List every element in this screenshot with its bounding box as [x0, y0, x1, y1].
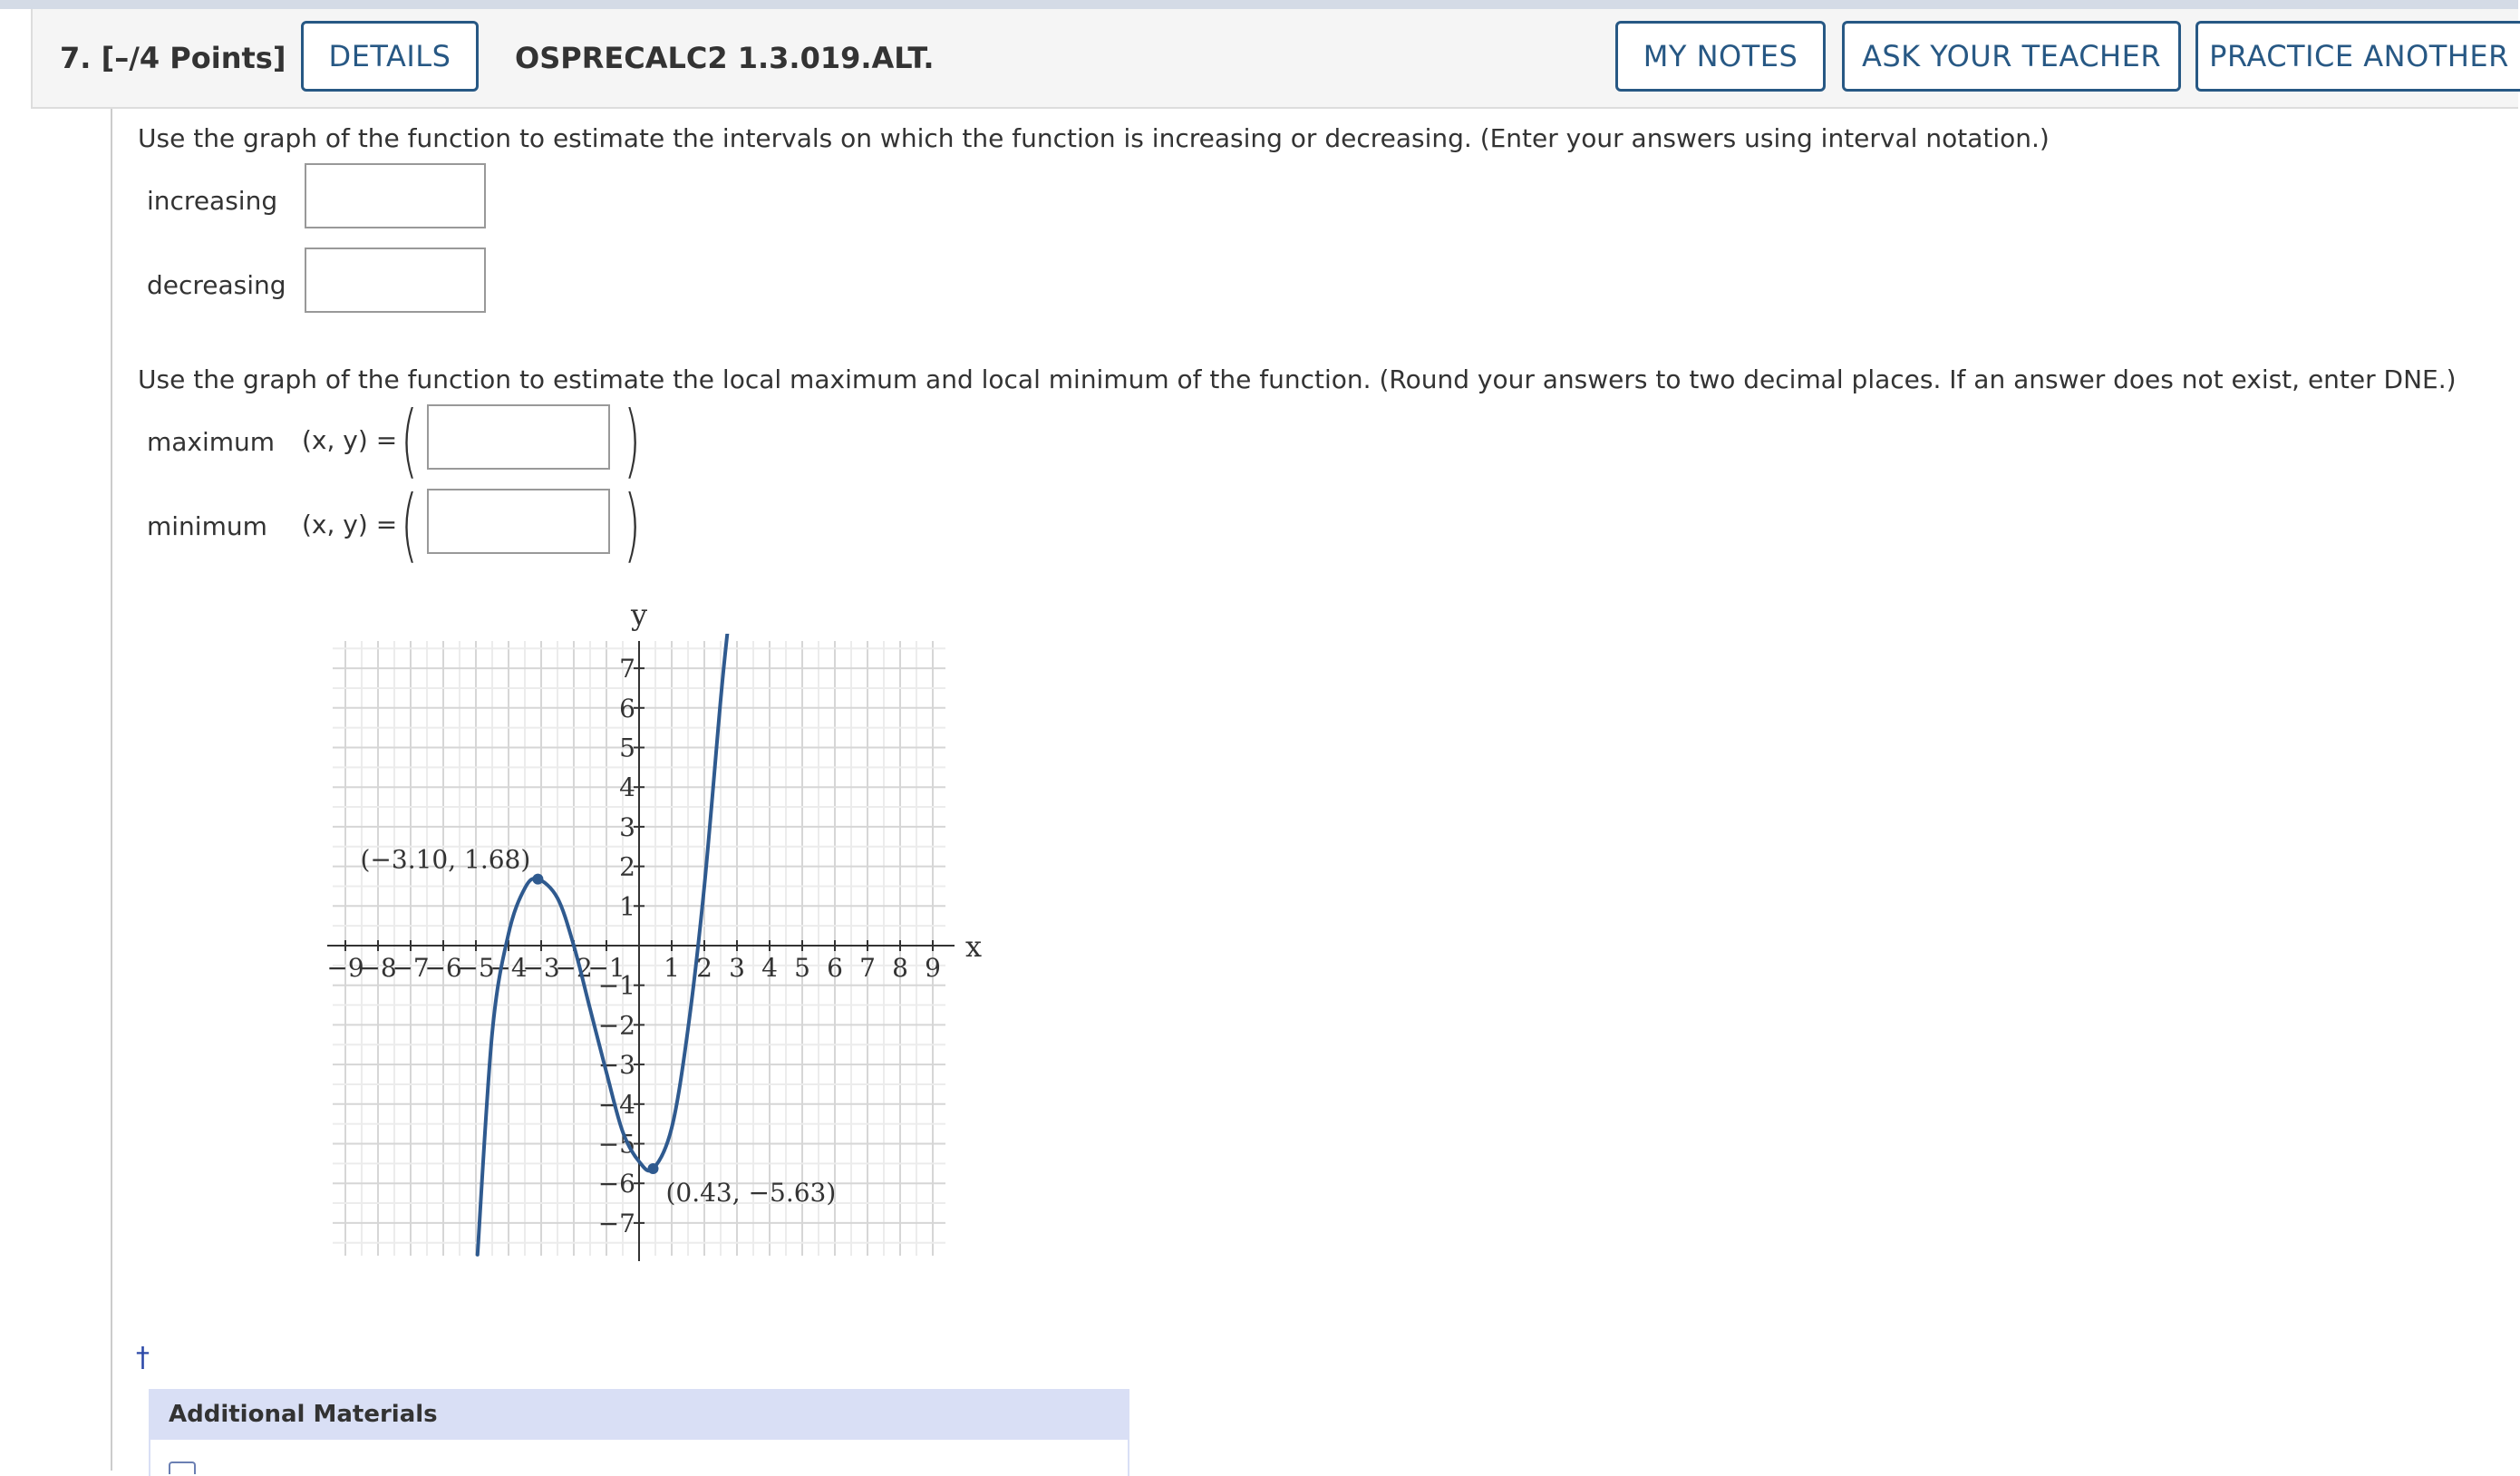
graph-axes	[327, 641, 955, 1261]
function-graph	[308, 589, 983, 1278]
my-notes-button[interactable]: MY NOTES	[1615, 21, 1826, 92]
y-tick-label: −4	[597, 1089, 635, 1120]
question-number: 7. [–/4 Points]	[60, 41, 286, 75]
minimum-label: minimum	[147, 511, 267, 541]
local-max-label: (−3.10, 1.68)	[360, 844, 531, 875]
extremum-point	[532, 874, 543, 885]
part2-prompt: Use the graph of the function to estimate the local maximum and local minimum of the function. (Round your answers to two decimal places. If an answer does not exist, enter DNE.)	[138, 364, 2457, 394]
x-tick-label: −3	[522, 953, 560, 983]
x-tick-label: −6	[424, 953, 462, 983]
x-tick-label: −9	[326, 953, 364, 983]
minimum-close-paren: )	[624, 478, 641, 571]
footnote-dagger: †	[136, 1342, 150, 1374]
maximum-input[interactable]	[427, 404, 610, 470]
y-tick-label: 1	[619, 891, 635, 922]
y-tick-label: −5	[597, 1129, 635, 1160]
x-tick-label: 1	[664, 953, 680, 983]
function-curve	[478, 628, 728, 1254]
x-tick-label: −2	[555, 953, 593, 983]
y-axis-label: y	[630, 597, 648, 632]
details-button[interactable]: DETAILS	[301, 21, 479, 92]
minimum-xy-label: (x, y) =	[302, 510, 398, 539]
y-tick-label: −7	[597, 1208, 635, 1238]
minimum-input[interactable]	[427, 489, 610, 554]
question-header	[31, 9, 2518, 109]
x-tick-label: 5	[794, 953, 810, 983]
y-tick-label: −3	[597, 1050, 635, 1081]
part1-prompt: Use the graph of the function to estimate the intervals on which the function is increasing or decreasing. (Enter your answers using interval notation.)	[138, 123, 2050, 153]
practice-another-button[interactable]: PRACTICE ANOTHER	[2195, 21, 2520, 92]
y-tick-label: 4	[619, 772, 635, 803]
minimum-open-paren: (	[401, 478, 418, 571]
x-tick-label: 9	[925, 953, 941, 983]
content-left-rule	[111, 109, 112, 1471]
increasing-label: increasing	[147, 186, 278, 216]
x-tick-label: 2	[696, 953, 712, 983]
x-tick-label: −1	[587, 953, 625, 983]
book-icon[interactable]	[169, 1461, 196, 1474]
x-tick-label: −7	[392, 953, 430, 983]
y-tick-label: 6	[619, 693, 635, 723]
decreasing-input[interactable]	[305, 248, 486, 313]
ask-your-teacher-button[interactable]: ASK YOUR TEACHER	[1842, 21, 2181, 92]
maximum-close-paren: )	[624, 393, 641, 487]
maximum-xy-label: (x, y) =	[302, 425, 398, 455]
additional-materials-header[interactable]: Additional Materials	[149, 1389, 1129, 1440]
x-tick-label: 4	[761, 953, 778, 983]
y-tick-label: −2	[597, 1010, 635, 1041]
x-axis-label: x	[965, 929, 983, 964]
x-tick-label: −8	[359, 953, 397, 983]
local-min-label: (0.43, −5.63)	[665, 1178, 837, 1209]
y-tick-label: 5	[619, 733, 635, 763]
x-tick-label: 7	[859, 953, 876, 983]
x-tick-label: −5	[457, 953, 495, 983]
extremum-point	[647, 1163, 658, 1174]
y-tick-label: −1	[597, 970, 635, 1001]
x-tick-label: −4	[489, 953, 528, 983]
additional-materials-body	[149, 1440, 1129, 1476]
top-strip	[0, 0, 2518, 9]
maximum-open-paren: (	[401, 393, 418, 487]
x-tick-label: 8	[892, 953, 908, 983]
increasing-input[interactable]	[305, 163, 486, 228]
x-tick-label: 6	[827, 953, 843, 983]
y-tick-label: −6	[597, 1169, 635, 1199]
y-tick-label: 7	[619, 654, 635, 685]
question-code: OSPRECALC2 1.3.019.ALT.	[515, 41, 935, 75]
y-tick-label: 3	[619, 811, 635, 842]
x-tick-label: 3	[729, 953, 745, 983]
decreasing-label: decreasing	[147, 270, 286, 300]
maximum-label: maximum	[147, 427, 276, 457]
y-tick-label: 2	[619, 851, 635, 882]
